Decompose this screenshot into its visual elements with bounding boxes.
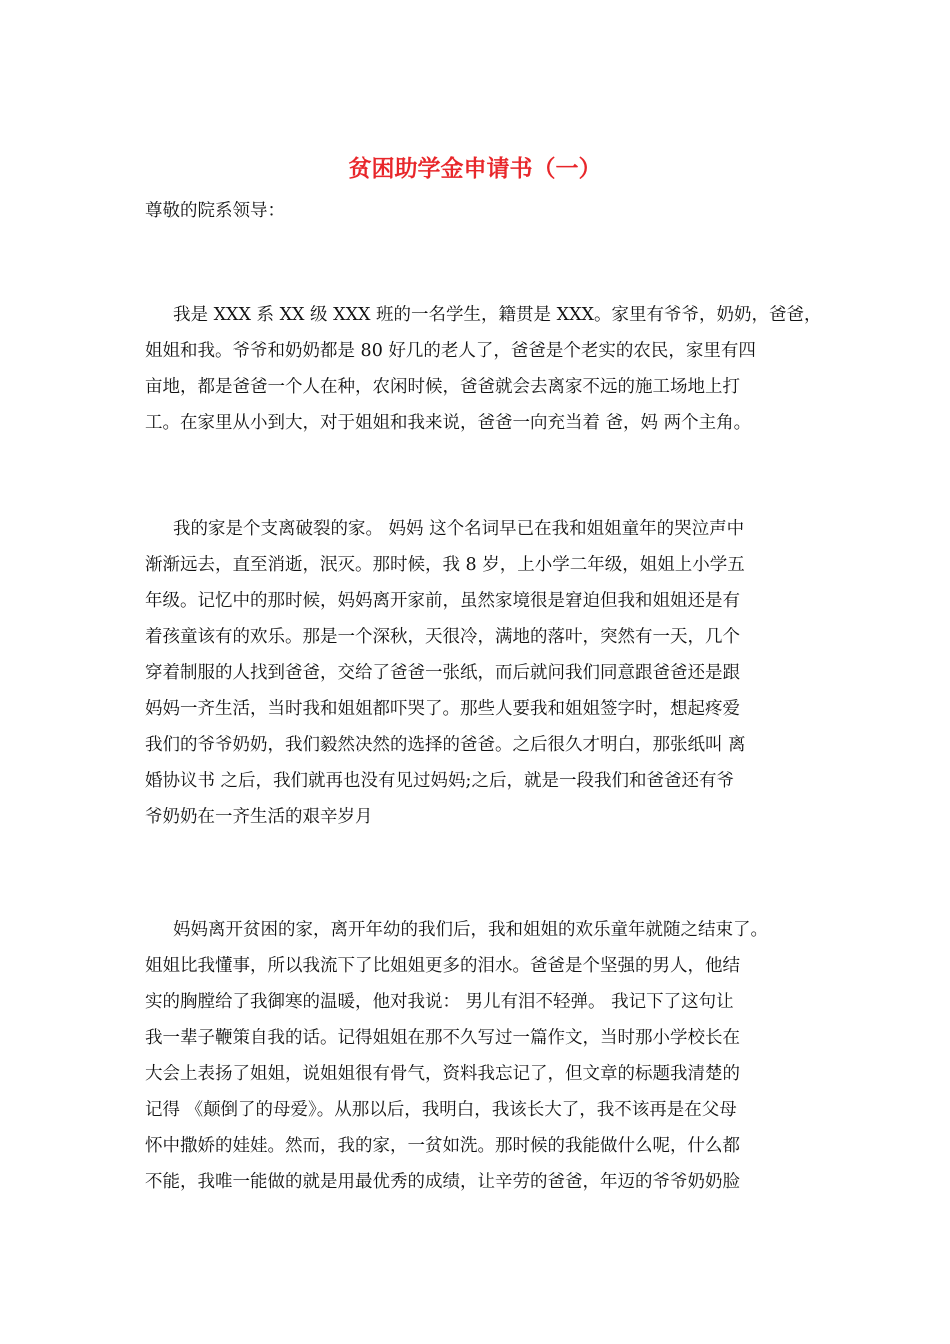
paragraph-line: 姐姐比我懂事，所以我流下了比姐姐更多的泪水。爸爸是个坚强的男人，他结: [145, 956, 740, 976]
paragraph-line: 记得 《颠倒了的母爱》。从那以后，我明白，我该长大了，我不该再是在父母: [145, 1100, 737, 1120]
paragraph-line: 妈妈一齐生活，当时我和姐姐都吓哭了。那些人要我和姐姐签字时，想起疼爱: [145, 699, 740, 719]
document-title: 贫困助学金申请书（一）: [348, 156, 602, 182]
paragraph-line: 渐渐远去，直至消逝，泯灭。那时候，我 8 岁，上小学二年级，姐姐上小学五: [145, 555, 745, 575]
paragraph-line: 姐姐和我。爷爷和奶奶都是 80 好几的老人了，爸爸是个老实的农民，家里有四: [145, 341, 756, 361]
paragraph-line: 我们的爷爷奶奶，我们毅然决然的选择的爸爸。之后很久才明白，那张纸叫 离: [145, 735, 746, 755]
paragraph-line: 我一辈子鞭策自我的话。记得姐姐在那不久写过一篇作文，当时那小学校长在: [145, 1028, 740, 1048]
paragraph-line: 我的家是个支离破裂的家。 妈妈 这个名词早已在我和姐姐童年的哭泣声中: [173, 519, 745, 539]
paragraph-line: 工。在家里从小到大，对于姐姐和我来说，爸爸一向充当着 爸，妈 两个主角。: [145, 413, 752, 433]
paragraph-line: 着孩童该有的欢乐。那是一个深秋，天很冷，满地的落叶，突然有一天，几个: [145, 627, 740, 647]
paragraph-line: 大会上表扬了姐姐，说姐姐很有骨气，资料我忘记了，但文章的标题我清楚的: [145, 1064, 740, 1084]
paragraph-line: 婚协议书 之后，我们就再也没有见过妈妈;之后，就是一段我们和爸爸还有爷: [145, 771, 734, 791]
paragraph-line: 穿着制服的人找到爸爸，交给了爸爸一张纸，而后就问我们同意跟爸爸还是跟: [145, 663, 740, 683]
paragraph-1: [145, 297, 825, 441]
paragraph-line: 爷奶奶在一齐生活的艰辛岁月: [145, 807, 373, 827]
paragraph-line: 妈妈离开贫困的家，离开年幼的我们后，我和姐姐的欢乐童年就随之结束了。: [173, 920, 768, 940]
paragraph-line: 怀中撒娇的娃娃。然而，我的家，一贫如洗。那时候的我能做什么呢，什么都: [145, 1136, 740, 1156]
paragraph-line: 亩地，都是爸爸一个人在种，农闲时候，爸爸就会去离家不远的施工场地上打: [145, 377, 740, 397]
paragraph-line: 实的胸膛给了我御寒的温暖，他对我说： 男儿有泪不轻弹。 我记下了这句让: [145, 992, 734, 1012]
paragraph-line: 我是 XXX 系 XX 级 XXX 班的一名学生，籍贯是 XXX。家里有爷爷，奶奶，爸爸，: [173, 305, 822, 325]
paragraph-line: 年级。记忆中的那时候，妈妈离开家前，虽然家境很是窘迫但我和姐姐还是有: [145, 591, 740, 611]
paragraph-line: 不能，我唯一能做的就是用最优秀的成绩，让辛劳的爸爸，年迈的爷爷奶奶脸: [145, 1172, 740, 1192]
salutation: 尊敬的院系领导：: [145, 201, 285, 221]
paragraph-2: [145, 511, 825, 835]
paragraph-3: [145, 912, 825, 1200]
